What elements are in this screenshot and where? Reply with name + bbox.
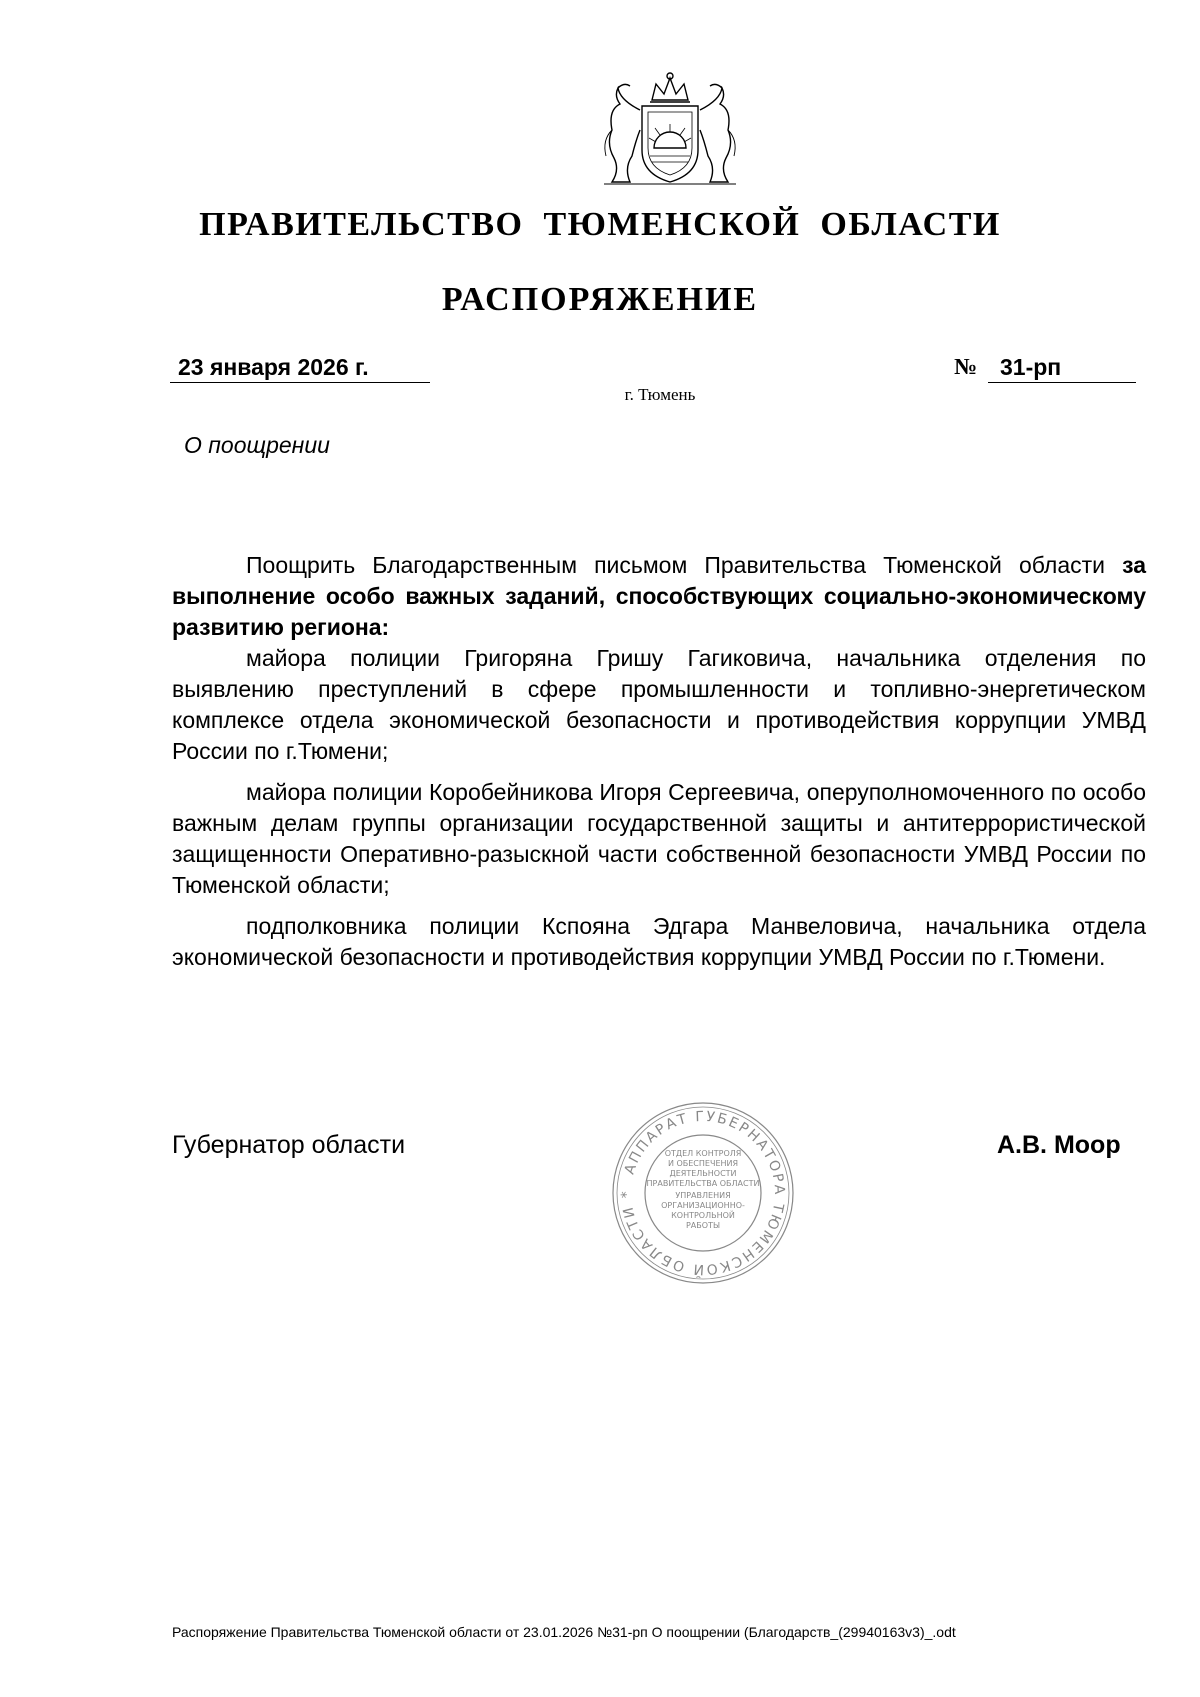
signatory-title: Губернатор области (172, 1131, 406, 1159)
svg-text:АППАРАТ ГУБЕРНАТОРА ТЮМЕНСКОЙ: АППАРАТ ГУБЕРНАТОРА ТЮМЕНСКОЙ ОБЛАСТИ * (618, 1108, 788, 1278)
svg-text:ОТДЕЛ КОНТРОЛЯ: ОТДЕЛ КОНТРОЛЯ (664, 1149, 742, 1158)
document-date-field (170, 354, 430, 383)
number-sign: № (954, 354, 978, 379)
svg-text:РАБОТЫ: РАБОТЫ (685, 1221, 721, 1230)
document-type-title: РАСПОРЯЖЕНИЕ (441, 281, 759, 318)
document-date: 23 января 2026 г. (178, 354, 369, 380)
document-number: 31-рп (1000, 354, 1062, 380)
document-body (172, 550, 1146, 983)
svg-text:УПРАВЛЕНИЯ: УПРАВЛЕНИЯ (675, 1191, 731, 1200)
document-subject: О поощрении (184, 432, 330, 458)
svg-text:КОНТРОЛЬНОЙ: КОНТРОЛЬНОЙ (671, 1211, 735, 1220)
intro-bold-text: за выполнение особо важных заданий, способствующих социально-экономическому развитию региона: (172, 552, 1146, 640)
coat-of-arms-icon (590, 70, 750, 190)
svg-text:ОРГАНИЗАЦИОННО-: ОРГАНИЗАЦИОННО- (661, 1201, 745, 1210)
document-footer: Распоряжение Правительства Тюменской области от 23.01.2026 №31-рп О поощрении (Благодарств_(29940163v3)_.odt (172, 1624, 956, 1640)
svg-text:И ОБЕСПЕЧЕНИЯ: И ОБЕСПЕЧЕНИЯ (667, 1159, 739, 1168)
svg-text:ПРАВИТЕЛЬСТВА ОБЛАСТИ: ПРАВИТЕЛЬСТВА ОБЛАСТИ (646, 1179, 760, 1188)
awardee-paragraph: майора полиции Григоряна Гришу Гагиковича, начальника отделения по выявлению преступлений в сфере промышленности и топливно-энергетическом комплексе отдела экономической безопасности и противодействия коррупции УМВД России по г.Тюмени; (172, 645, 1146, 764)
signatory-name: А.В. Моор (997, 1131, 1121, 1159)
document-number-field (954, 354, 1136, 382)
organization-title: ПРАВИТЕЛЬСТВО ТЮМЕНСКОЙ ОБЛАСТИ (199, 206, 1001, 243)
awardee-paragraph: подполковника полиции Кспояна Эдгара Манвеловича, начальника отдела экономической безопасности и противодействия коррупции УМВД России по г.Тюмени. (172, 913, 1146, 970)
official-stamp-icon (608, 1098, 798, 1288)
intro-paragraph (172, 550, 1146, 643)
document-city: г. Тюмень (624, 385, 696, 404)
number-underline (988, 354, 1136, 383)
awardee-paragraph: майора полиции Коробейникова Игоря Сергеевича, оперуполномоченного по особо важным делам группы организации государственной защиты и антитеррористической защищенности Оперативно-разыскной части собственной безопасности УМВД России по Тюменской области; (172, 779, 1146, 898)
svg-text:ДЕЯТЕЛЬНОСТИ: ДЕЯТЕЛЬНОСТИ (669, 1169, 737, 1178)
intro-text: Поощрить Благодарственным письмом Правительства Тюменской области (246, 552, 1123, 578)
